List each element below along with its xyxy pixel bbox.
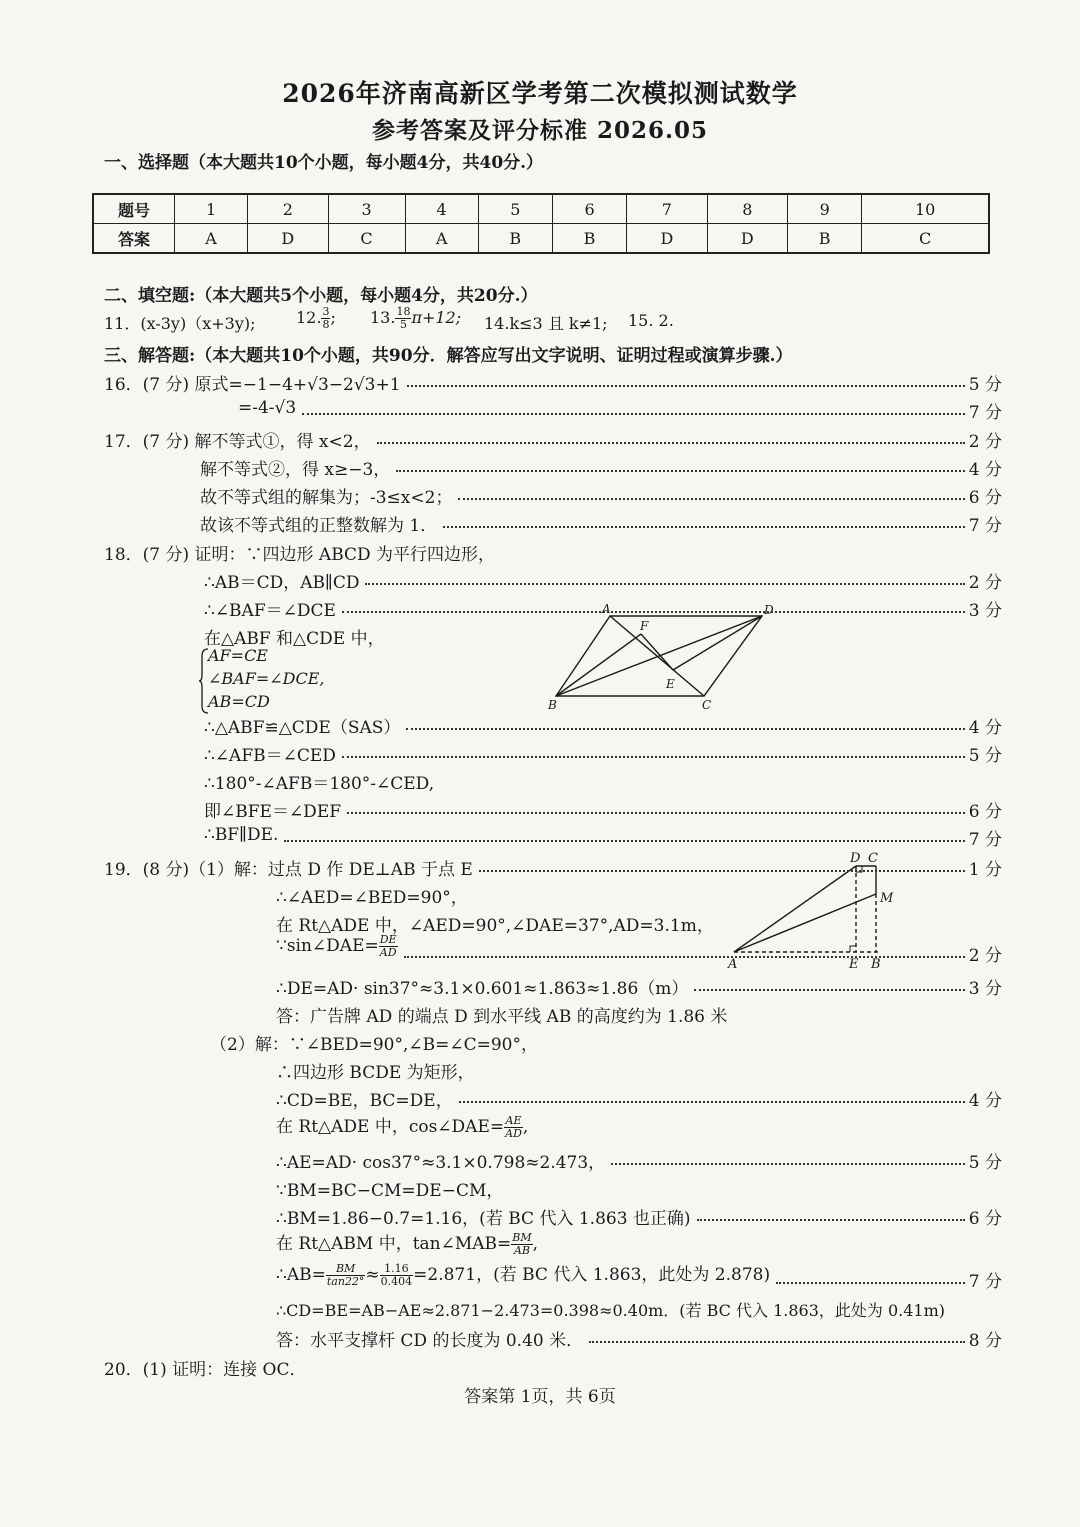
dotted-leader [776, 1282, 965, 1284]
table-header-answer: 答案 [93, 224, 175, 254]
q18-brace-line-1: AF=CE [208, 646, 268, 665]
table-cell: B [788, 224, 862, 254]
fraction-denominator: AB [513, 1244, 530, 1257]
q18-points-6: 5 分 [968, 746, 1002, 766]
table-cell: 3 [328, 194, 405, 224]
figure-label-C: C [702, 698, 712, 712]
q17-line-2: 解不等式②，得 x≥−3， [200, 460, 391, 480]
q18-brace-line-3: AB=CD [208, 692, 270, 711]
q18-line-1: 18．(7 分) 证明：∵四边形 ABCD 为平行四边形， [104, 545, 496, 565]
q17-points-2: 4 分 [968, 460, 1002, 480]
q18-points-3: 3 分 [968, 601, 1002, 621]
fraction-numerator: BM [512, 1231, 532, 1244]
figure-label-B: B [871, 957, 881, 972]
q18-brace-line-2: ∠BAF=∠DCE, [208, 669, 325, 688]
table-cell: A [175, 224, 248, 254]
fraction-numerator: BM [326, 1263, 366, 1276]
q19-part2-line-3: ∴CD=BE，BC=DE， [276, 1091, 453, 1111]
section-2-heading: 二、填空题:（本大题共5个小题，每小题4分，共20分.） [104, 286, 538, 306]
answer-q12-prefix: 12. [296, 308, 322, 327]
q19-part2-line-5: ∴AE=AD· cos37°≈3.1×0.798≈2.473， [276, 1153, 606, 1173]
fraction [395, 306, 411, 331]
dotted-leader [377, 442, 965, 444]
q20-line-1: 20．(1) 证明：连接 OC． [104, 1360, 307, 1380]
q16-line-2: =-4-√3 [238, 398, 297, 418]
section-3-heading: 三、解答题:（本大题共10个小题，共90分．解答应写出文字说明、证明过程或演算步骤.） [104, 346, 793, 366]
fraction [326, 1263, 366, 1288]
q19-part2-line-9 [276, 1260, 770, 1288]
figure-label-B: B [548, 698, 557, 712]
fraction-denominator: 5 [399, 318, 407, 331]
table-cell: 2 [248, 194, 328, 224]
answer-q13-prefix: 13. [370, 308, 396, 327]
figure-label-F: F [640, 619, 649, 633]
fraction-numerator: 3 [322, 305, 330, 318]
q19-part2-points-5: 5 分 [968, 1153, 1002, 1173]
q18-line-9: ∴BF∥DE. [204, 825, 279, 845]
fraction-denominator: AD [505, 1127, 522, 1140]
q19-points-1: 1 分 [968, 860, 1002, 880]
figure-label-A: A [728, 957, 738, 972]
figure-label-M: M [880, 891, 894, 906]
brace-icon [198, 648, 210, 714]
table-cell: A [405, 224, 478, 254]
table-cell: 4 [405, 194, 478, 224]
q17-points-4: 7 分 [968, 516, 1002, 536]
q19-part2-points-7: 6 分 [968, 1209, 1002, 1229]
table-cell: 7 [627, 194, 707, 224]
table-cell: D [248, 224, 328, 254]
q19-part2-line-2: ∴四边形 BCDE 为矩形， [276, 1063, 475, 1083]
q17-points-3: 6 分 [968, 488, 1002, 508]
figure-label-A: A [602, 602, 611, 616]
answer-q12 [296, 306, 336, 331]
q19-line-2: ∴∠AED=∠BED=90°， [276, 888, 468, 908]
dotted-leader [347, 812, 965, 814]
dotted-leader [459, 1101, 965, 1103]
dotted-leader [407, 385, 965, 387]
q19-part2-points-11: 8 分 [968, 1331, 1002, 1351]
dotted-leader [589, 1341, 965, 1343]
fraction-numerator: AE [505, 1114, 522, 1127]
q17-line-4: 故该不等式组的正整数解为 1． [200, 516, 438, 536]
q19-part2-line-6: ∵BM=BC−CM=DE−CM， [276, 1181, 504, 1201]
q18-line-8: 即∠BFE＝∠DEF [204, 802, 342, 822]
q18-points-5: 4 分 [968, 718, 1002, 738]
fraction [511, 1232, 532, 1257]
page-footer: 答案第 1页，共 6页 [464, 1387, 616, 1407]
q18-line-3: ∴∠BAF＝∠DCE [204, 601, 336, 621]
table-cell: B [552, 224, 626, 254]
figure-label-D: D [850, 851, 861, 866]
q16-points-1: 5 分 [968, 375, 1002, 395]
q19-part2-line-8-suffix: , [532, 1234, 539, 1254]
q18-line-6: ∴∠AFB＝∠CED [204, 746, 336, 766]
q19-part2-line-9-approx: ≈ [365, 1265, 380, 1285]
table-cell: 9 [788, 194, 862, 224]
q19-line-5: ∴DE=AD· sin37°≈3.1×0.601≈1.863≈1.86（m） [276, 979, 689, 999]
q19-points-4: 2 分 [968, 946, 1002, 966]
q19-part2-line-4-suffix: , [522, 1117, 529, 1137]
q19-points-5: 3 分 [968, 979, 1002, 999]
q17-points-1: 2 分 [968, 432, 1002, 452]
q18-line-4: 在△ABF 和△CDE 中， [204, 629, 385, 649]
q19-line-4 [276, 934, 398, 959]
q19-part2-line-4-prefix: 在 Rt△ADE 中，cos∠DAE= [276, 1117, 505, 1137]
dotted-leader [396, 470, 964, 472]
figure-label-C: C [868, 851, 878, 866]
figure-label-D: D [764, 603, 774, 617]
q19-part2-line-11: 答：水平支撑杆 CD 的长度为 0.40 米． [276, 1331, 584, 1351]
table-header-number: 题号 [93, 194, 175, 224]
dotted-leader [697, 1219, 965, 1221]
figure-label-E: E [666, 677, 675, 691]
q19-line-1: 19．(8 分)（1）解：过点 D 作 DE⊥AB 于点 E [104, 860, 473, 880]
dotted-leader [611, 1163, 965, 1165]
table-cell: 1 [175, 194, 248, 224]
dotted-leader [284, 840, 964, 842]
answer-q12-suffix: ; [330, 308, 336, 327]
q18-line-7: ∴180°-∠AFB＝180°-∠CED, [204, 774, 435, 794]
q18-parallelogram-figure [540, 598, 780, 714]
fraction [380, 1263, 414, 1288]
page-subtitle: 参考答案及评分标准 2026.05 [371, 117, 709, 144]
q18-line-5: ∴△ABF≌△CDE（SAS） [204, 718, 401, 738]
dotted-leader [406, 728, 964, 730]
dotted-leader [302, 413, 965, 415]
q19-part2-line-7: ∴BM=1.86−0.7=1.16，(若 BC 代入 1.863 也正确) [276, 1209, 691, 1229]
fraction-denominator: tan22° [326, 1275, 365, 1288]
fraction-denominator: 8 [322, 318, 330, 331]
table-cell: 10 [862, 194, 989, 224]
q17-line-1: 17．(7 分) 解不等式①，得 x<2， [104, 432, 371, 452]
table-cell: C [862, 224, 989, 254]
table-row-answers [93, 224, 989, 254]
q19-part2-line-8 [276, 1229, 538, 1257]
fraction [504, 1115, 523, 1140]
figure-label-E: E [849, 957, 859, 972]
table-cell: 8 [707, 194, 787, 224]
dotted-leader [365, 583, 964, 585]
answer-q15: 15. 2. [628, 311, 674, 330]
q17-line-3: 故不等式组的解集为；-3≤x<2； [200, 488, 453, 508]
section-1-heading: 一、选择题（本大题共10个小题，每小题4分，共40分.） [104, 153, 544, 173]
dotted-leader [342, 756, 965, 758]
q19-part2-line-10: ∴CD=BE=AB−AE≈2.871−2.473=0.398≈0.40m．(若 BC 代入 1.863，此处为 0.41m) [276, 1301, 946, 1320]
answer-q14: 14.k≤3 且 k≠1; [484, 314, 608, 333]
dotted-leader [443, 526, 965, 528]
q19-part2-line-9-prefix: ∴AB= [276, 1265, 326, 1285]
q18-points-2: 2 分 [968, 573, 1002, 593]
q19-part2-line-4 [276, 1112, 528, 1140]
table-cell: 5 [478, 194, 552, 224]
q19-part2-points-3: 4 分 [968, 1091, 1002, 1111]
dotted-leader [404, 956, 965, 958]
answer-q13 [370, 306, 461, 331]
dotted-leader [342, 611, 965, 613]
table-cell: C [328, 224, 405, 254]
page-title: 2026年济南高新区学考第二次模拟测试数学 [282, 79, 798, 108]
table-cell: B [478, 224, 552, 254]
fraction-numerator: DE [379, 933, 397, 946]
fraction-denominator: AD [379, 946, 397, 959]
q19-part2-line-1: （2）解：∵∠BED=90°,∠B=∠C=90°， [210, 1035, 538, 1055]
table-cell: D [707, 224, 787, 254]
fraction [379, 934, 398, 959]
answer-table [92, 193, 990, 254]
q16-line-1: 16．(7 分) 原式=−1−4+√3−2√3+1 [104, 375, 401, 395]
table-row-numbers [93, 194, 989, 224]
q19-part2-points-9: 7 分 [968, 1272, 1002, 1292]
q18-points-9: 7 分 [968, 830, 1002, 850]
answer-q13-suffix: π+12; [411, 308, 462, 327]
dotted-leader [458, 498, 964, 500]
fraction-denominator: 0.404 [380, 1275, 413, 1288]
q19-part2-line-8-prefix: 在 Rt△ABM 中，tan∠MAB= [276, 1234, 512, 1254]
table-cell: D [627, 224, 707, 254]
q18-points-8: 6 分 [968, 802, 1002, 822]
answer-q11: 11．(x-3y)（x+3y); [104, 314, 256, 333]
q19-part2-line-9-suffix: =2.871，(若 BC 代入 1.863，此处为 2.878) [413, 1265, 771, 1285]
q19-line-4-prefix: ∵sin∠DAE= [276, 936, 379, 956]
dotted-leader [694, 989, 964, 991]
table-cell: 6 [552, 194, 626, 224]
q19-line-6: 答：广告牌 AD 的端点 D 到水平线 AB 的高度约为 1.86 米 [276, 1007, 728, 1027]
fraction-numerator: 1.16 [380, 1263, 414, 1276]
fraction-numerator: 18 [396, 305, 411, 318]
q19-line-3: 在 Rt△ADE 中，∠AED=90°,∠DAE=37°,AD=3.1m， [276, 916, 714, 936]
q16-points-2: 7 分 [968, 403, 1002, 423]
q18-line-2: ∴AB＝CD，AB∥CD [204, 573, 360, 593]
dotted-leader [479, 870, 965, 872]
